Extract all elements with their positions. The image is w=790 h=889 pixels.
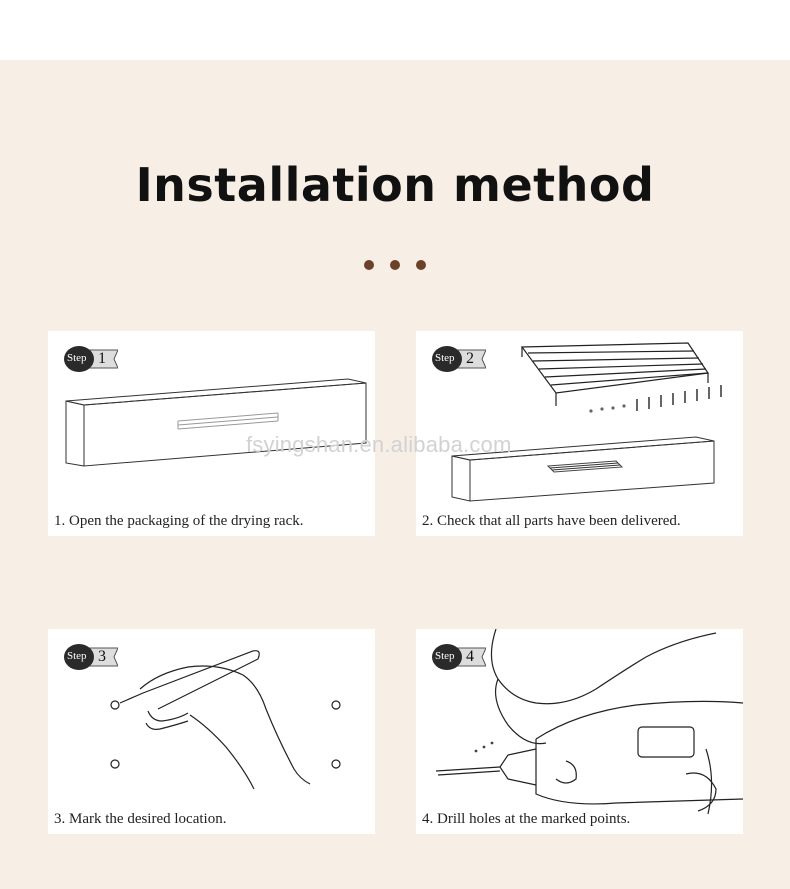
step-word: Step <box>67 650 87 662</box>
step-badge <box>64 345 118 373</box>
step-3-card <box>48 629 375 834</box>
step-caption: 2. Check that all parts have been delivered. <box>422 513 681 529</box>
decorative-dots <box>0 260 790 270</box>
step-caption: 3. Mark the desired location. <box>54 811 227 827</box>
step-badge <box>64 643 118 671</box>
dot-3 <box>416 260 426 270</box>
dot-1 <box>364 260 374 270</box>
step-caption: 4. Drill holes at the marked points. <box>422 811 631 827</box>
installation-section <box>0 60 790 889</box>
step-badge <box>432 345 486 373</box>
top-white-band <box>0 0 790 60</box>
step-number: 2 <box>466 350 474 367</box>
dot-2 <box>390 260 400 270</box>
step-caption: 1. Open the packaging of the drying rack. <box>54 513 304 529</box>
watermark-text: fsyingshan.en.alibaba.com <box>246 432 512 457</box>
step-number: 4 <box>466 648 474 665</box>
step-word: Step <box>67 352 87 364</box>
step-badge <box>432 643 486 671</box>
step-number: 1 <box>98 350 106 367</box>
section-title: Installation method <box>135 158 655 212</box>
step-word: Step <box>435 352 455 364</box>
step-number: 3 <box>98 648 106 665</box>
step-4-card <box>416 629 743 834</box>
step-word: Step <box>435 650 455 662</box>
